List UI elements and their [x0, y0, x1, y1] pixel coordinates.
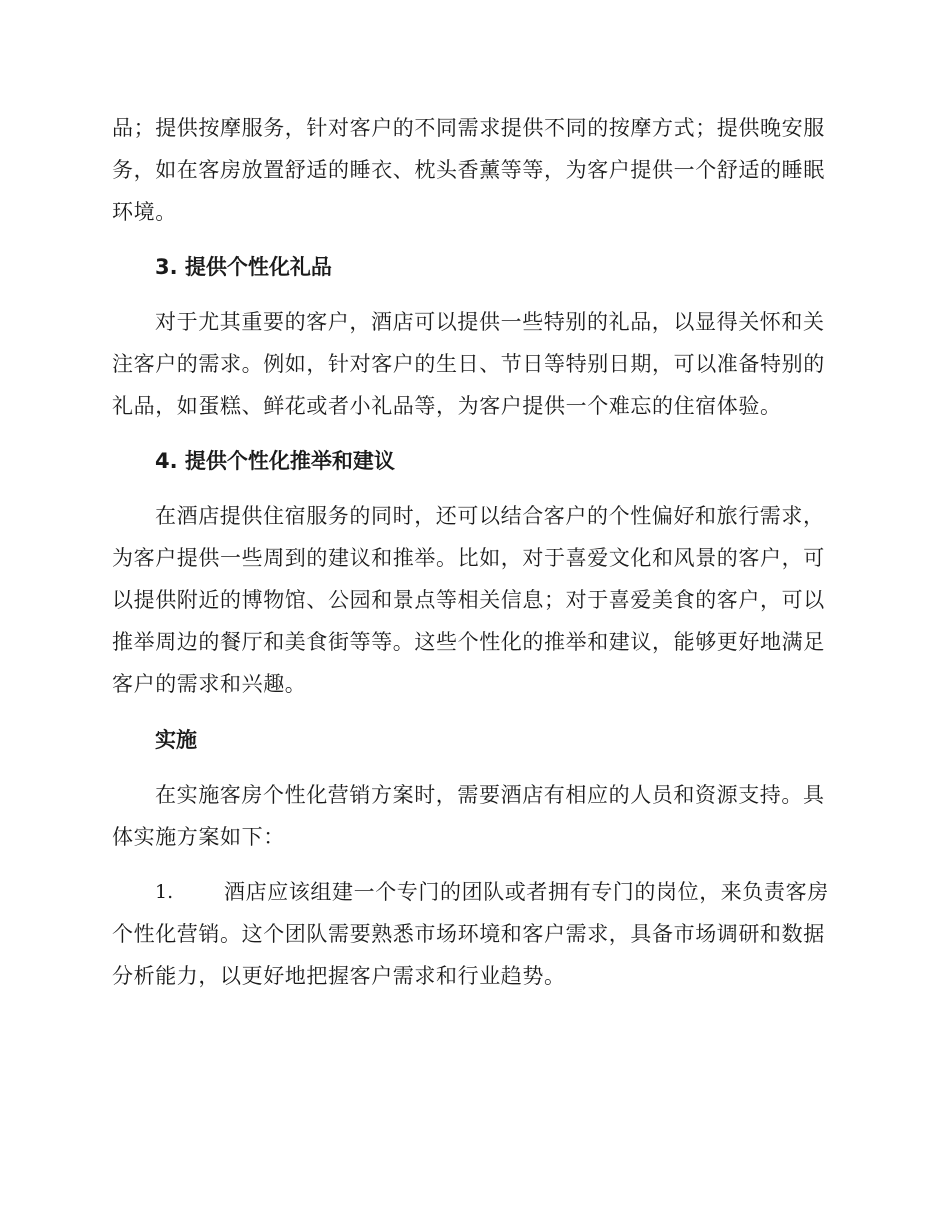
- paragraph-line: 品；提供按摩服务，针对客户的不同需求提供不同的按摩方式；提供晚安服: [112, 116, 825, 140]
- list-item-line: 个性化营销。这个团队需要熟悉市场环境和客户需求，具备市场调研和数据: [112, 922, 825, 946]
- paragraph-line: 礼品，如蛋糕、鲜花或者小礼品等，为客户提供一个难忘的住宿体验。: [112, 394, 782, 418]
- paragraph-line: 环境。: [112, 200, 177, 224]
- section-heading-4: 4. 提供个性化推举和建议: [155, 449, 395, 473]
- paragraph-line: 以提供附近的博物馆、公园和景点等相关信息；对于喜爱美食的客户，可以: [112, 588, 825, 612]
- paragraph-line: 注客户的需求。例如，针对客户的生日、节日等特别日期，可以准备特别的: [112, 352, 825, 376]
- paragraph-line: 体实施方案如下：: [112, 825, 285, 849]
- paragraph-line: 在实施客房个性化营销方案时，需要酒店有相应的人员和资源支持。具: [155, 783, 825, 807]
- section-heading-implementation: 实施: [155, 728, 197, 752]
- paragraph-line: 推举周边的餐厅和美食街等等。这些个性化的推举和建议，能够更好地满足: [112, 630, 825, 654]
- list-item-line: 酒店应该组建一个专门的团队或者拥有专门的岗位，来负责客房: [224, 880, 829, 904]
- paragraph-line: 在酒店提供住宿服务的同时，还可以结合客户的个性偏好和旅行需求，: [155, 504, 825, 528]
- section-heading-3: 3. 提供个性化礼品: [155, 255, 332, 279]
- paragraph-line: 为客户提供一些周到的建议和推举。比如，对于喜爱文化和风景的客户，可: [112, 546, 825, 570]
- paragraph-line: 务，如在客房放置舒适的睡衣、枕头香薰等等，为客户提供一个舒适的睡眠: [112, 158, 825, 182]
- paragraph-line: 对于尤其重要的客户，酒店可以提供一些特别的礼品，以显得关怀和关: [155, 310, 825, 334]
- list-item-line: 分析能力，以更好地把握客户需求和行业趋势。: [112, 964, 566, 988]
- list-item-marker: 1.: [155, 881, 174, 903]
- paragraph-line: 客户的需求和兴趣。: [112, 672, 307, 696]
